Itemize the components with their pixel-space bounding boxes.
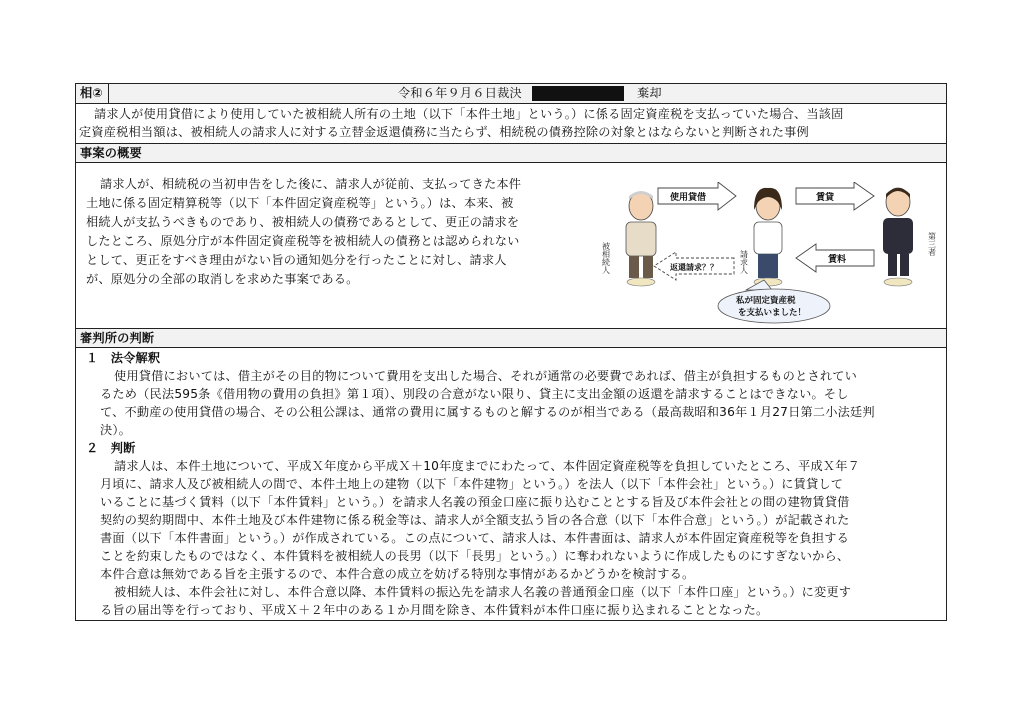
body-line: いることに基づく賃料（以下「本件賃料」という。）を請求人名義の預金口座に振り込むこととする旨及び本件会社との間の建物賃貸借 [100,495,850,509]
bubble-line-1: 私が固定資産税 [736,296,796,306]
redaction-block [532,86,624,101]
case-illustration [596,182,941,324]
outline-line: 請求人が、相続税の当初申告をした後に、請求人が従前、支払ってきた本件 [100,177,522,191]
outline-line: として、更正をすべき理由がない旨の通知処分を行ったことに対し、請求人 [86,253,507,267]
arrow-rent-label: 賃料 [828,255,847,265]
bubble-line-2: を支払いました！ [738,308,807,318]
divider [76,103,946,104]
summary-line: 請求人が使用貸借により使用していた被相続人所有の土地（以下「本件土地」という。）に係る固定資産税を支払っていた場合、当該固 [94,107,844,121]
body-line: 月頃に、請求人及び被相続人の間で、本件土地上の建物（以下「本件建物」という。）を法人（以下「本件会社」という。）に賃貸して [100,477,844,491]
outline-line: 相続人が支払うべきものであり、被相続人の債務であるとして、更正の請求を [86,215,520,229]
decision-result: 棄却 [637,86,662,100]
person-left-icon [626,191,656,278]
judgment-heading: 審判所の判断 [80,331,155,345]
body-line: 契約の契約期間中、本件土地及び本件建物に係る税金等は、請求人が全額支払う旨の各合意（以下「本件合意」という。）が記載された [100,513,850,527]
body-line: 決）。 [100,423,132,437]
label-left: 被相続人 [601,242,611,274]
money-stack-icon [627,278,912,286]
body-line: 書面（以下「本件書面」という。）が作成されている。この点について、請求人は、本件書面は、請求人が本件固定資産税等を負担する [100,531,850,545]
arrow-lease-icon [796,182,874,210]
person-right-icon [883,188,913,276]
outline-line: 土地に係る固定精算税等（以下「本件固定資産税等」という。）は、本来、被 [86,196,514,210]
summary-line: 定資産税相当額は、被相続人の請求人に対する立替金返還債務に当たらず、相続税の債務控除の対象とはならないと判断された事例 [79,125,809,139]
body-line: 被相続人は、本件会社に対し、本件合意以降、本件賃料の振込先を請求人名義の普通預金口座（以下「本件口座」という。）に変更す [114,585,852,599]
section-header [76,144,946,162]
body-line: て、不動産の使用貸借の場合、その公租公課は、通常の費用に属するものと解するのが相当である（最高裁昭和36年１月27日第二小法廷判 [100,405,875,419]
person-center-icon [754,188,782,278]
body-line: 使用貸借においては、借主がその目的物について費用を支出した場合、それが通常の必要費であれば、借主が負担するものとされてい [114,369,858,383]
section-title: １ 法令解釈 [86,351,161,365]
body-line: るため（民法595条《借用物の費用の負担》第１項）、別段の合意がない限り、貸主に支出金額の返還を請求することはできない。そし [100,387,849,401]
outline-line: が、原処分の全部の取消しを求めた事案である。 [86,272,359,286]
outline-heading: 事案の概要 [80,146,142,160]
body-line: ことを約束したものではなく、本件賃料を被相続人の長男（以下「長男」という。）に奪われないように作成したものにすぎないから、 [100,549,850,563]
section-header [76,329,946,347]
arrow-lease-label: 賃貸 [816,193,835,203]
arrow-claim-label: 返還請求？？ [670,263,718,272]
section-title: ２ 判断 [86,441,136,455]
body-line: る旨の届出等を行っており、平成Ｘ＋２年中のある１か月間を除き、本件賃料が本件口座に振り込まれることとなった。 [100,603,769,617]
label-center: 請求人 [739,250,749,274]
body-line: 本件合意は無効である旨を主張するので、本件合意の成立を妨げる特別な事情があるかどうかを検討する。 [100,567,695,581]
decision-date: 令和６年９月６日裁決 [398,86,522,100]
body-line: 請求人は、本件土地について、平成Ｘ年度から平成Ｘ＋10年度までにわたって、本件固定資産税等を負担していたところ、平成Ｘ年７ [114,459,861,473]
divider [108,84,109,103]
arrow-loan-label: 使用貸借 [670,193,707,203]
decision-summary-sheet [75,83,947,621]
outline-line: したところ、原処分庁が本件固定資産税等を被相続人の債務とは認められない [86,234,520,248]
divider [76,347,946,348]
label-right: 第三者 [927,232,937,256]
case-number: 相② [80,86,103,100]
divider [76,162,946,163]
